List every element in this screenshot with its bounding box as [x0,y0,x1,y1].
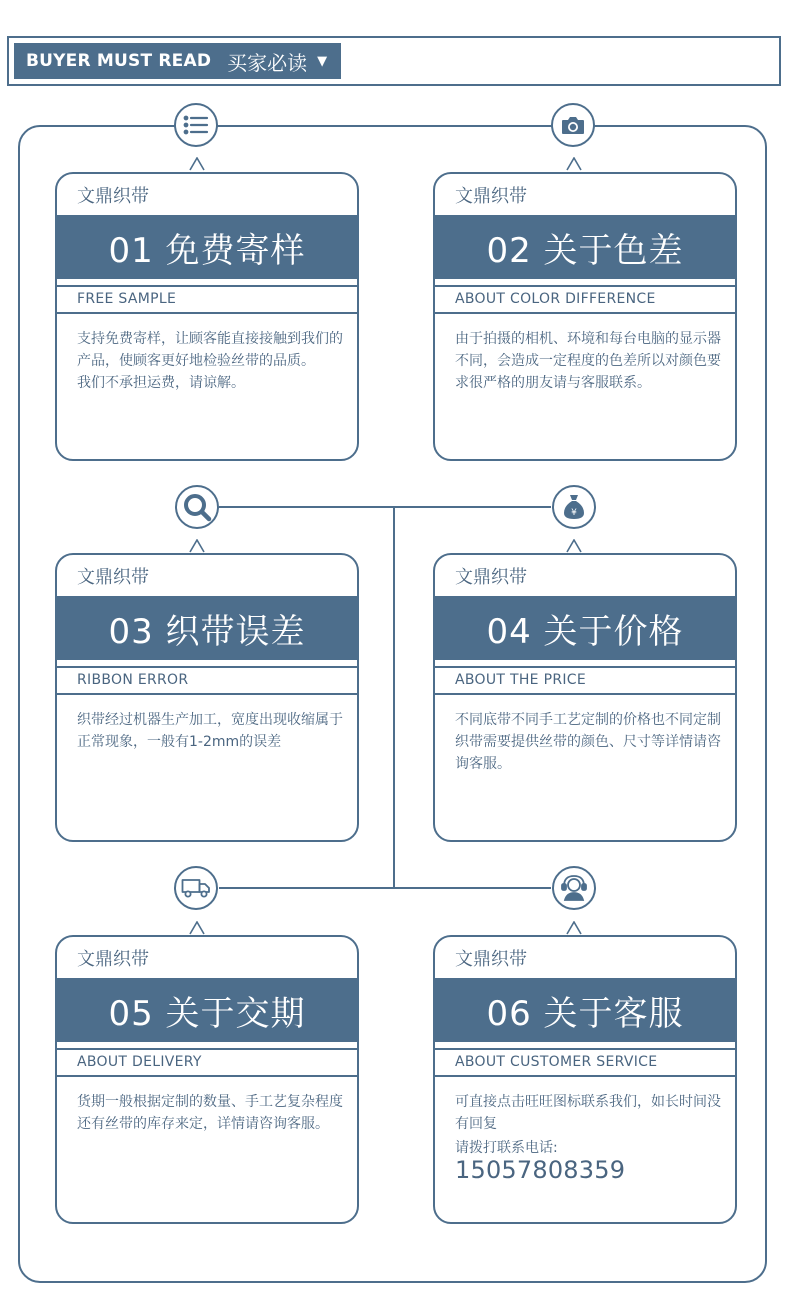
card-brand: 文鼎织带 [77,949,149,970]
row2-connector [219,506,551,508]
dropdown-arrow-icon: ▼ [317,53,328,69]
divider [435,666,735,668]
phone-label: 请拨打联系电话: [455,1140,558,1156]
divider [435,1048,735,1050]
card-body [455,1091,727,1185]
card-subtitle: ABOUT COLOR DIFFERENCE [455,291,656,307]
card-subtitle: ABOUT DELIVERY [77,1054,202,1070]
card-ribbon-error [55,553,359,842]
card-text: 不同底带不同手工艺定制的价格也不同定制织带需要提供丝带的颜色、尺寸等详情请咨询客服。 [455,712,721,772]
headset-icon [552,866,596,910]
header-title-cn: 买家必读 [227,50,308,75]
header-tag[interactable] [14,43,341,79]
divider [435,312,735,314]
card-body [455,328,727,394]
svg-text:¥: ¥ [571,508,577,518]
divider [57,666,357,668]
truck-icon [174,866,218,910]
card-text: 织带经过机器生产加工，宽度出现收缩属于正常现象，一般有1-2mm的误差 [77,712,343,750]
header-title-en: BUYER MUST READ [26,51,212,71]
card-text: 可直接点击旺旺图标联系我们，如长时间没有回复 [455,1094,721,1132]
divider [435,285,735,287]
card-title: 02 关于色差 [435,215,735,279]
money-bag-icon [552,485,596,529]
card-body [77,328,349,394]
divider [57,1075,357,1077]
card-delivery [55,935,359,1224]
divider [57,312,357,314]
card-title: 04 关于价格 [435,596,735,660]
card-price [433,553,737,842]
card-body [77,1091,349,1135]
card-customer-service [433,935,737,1224]
card-body [77,709,349,753]
card-brand: 文鼎织带 [77,186,149,207]
card-subtitle: ABOUT CUSTOMER SERVICE [455,1054,658,1070]
card-brand: 文鼎织带 [455,949,527,970]
row3-connector [219,887,551,889]
card-body [455,709,727,775]
phone-row [455,1137,727,1185]
center-connector [393,507,395,888]
card-brand: 文鼎织带 [455,567,527,588]
divider [435,1075,735,1077]
divider [57,693,357,695]
header-bar [7,36,781,86]
card-title: 05 关于交期 [57,978,357,1042]
card-free-sample [55,172,359,461]
card-subtitle: ABOUT THE PRICE [455,672,586,688]
card-color-difference [433,172,737,461]
divider [435,693,735,695]
card-subtitle: RIBBON ERROR [77,672,189,688]
card-brand: 文鼎织带 [77,567,149,588]
phone-number-link[interactable]: 15057808359 [455,1156,626,1184]
magnifier-icon [175,485,219,529]
card-subtitle: FREE SAMPLE [77,291,177,307]
card-brand: 文鼎织带 [455,186,527,207]
camera-icon [551,103,595,147]
card-title: 03 织带误差 [57,596,357,660]
card-text: 支持免费寄样，让顾客能直接接触到我们的产品，使顾客更好地检验丝带的品质。 [77,331,343,369]
card-text: 我们不承担运费，请谅解。 [77,375,245,391]
card-text: 由于拍摄的相机、环境和每台电脑的显示器不同，会造成一定程度的色差所以对颜色要求很严格的朋友请与客服联系。 [455,331,721,391]
divider [57,1048,357,1050]
divider [57,285,357,287]
card-title: 06 关于客服 [435,978,735,1042]
card-text: 货期一般根据定制的数量、手工艺复杂程度还有丝带的库存来定，详情请咨询客服。 [77,1094,343,1132]
card-title: 01 免费寄样 [57,215,357,279]
list-icon [174,103,218,147]
